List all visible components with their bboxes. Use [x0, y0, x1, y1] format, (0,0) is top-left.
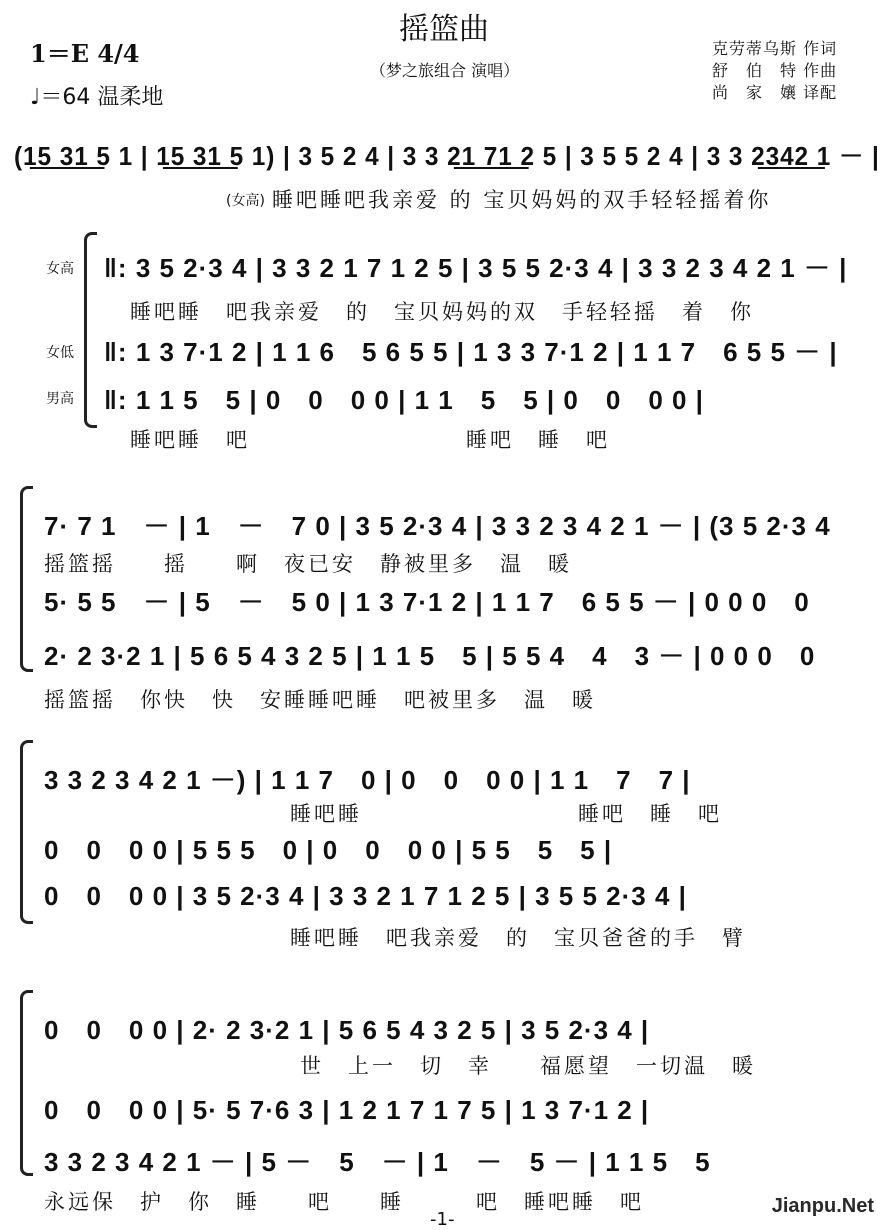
- part-label-alto: 女低: [46, 345, 74, 361]
- tenor-notation: ‖: 1 1 5 5 | 0 0 0 0 | 1 1 5 5 | 0 0 0 0 |: [104, 385, 704, 415]
- alto-notation: 0 0 0 0 | 5 5 5 0 | 0 0 0 0 | 5 5 5 5 |: [44, 835, 613, 865]
- alto-notation: 5· 5 5 － | 5 － 5 0 | 1 3 7·1 2 | 1 1 7 6 5 5 － | 0 0 0 0: [44, 587, 810, 617]
- song-title: 摇篮曲: [399, 12, 489, 47]
- soprano-notation: ‖: 3 5 2·3 4 | 3 3 2 1 7 1 2 5 | 3 5 5 2·3 4 | 3 3 2 3 4 2 1 － |: [104, 253, 848, 283]
- tenor-notation: 0 0 0 0 | 3 5 2·3 4 | 3 3 2 1 7 1 2 5 | 3 5 5 2·3 4 |: [44, 881, 687, 911]
- intro-lyric: 睡吧睡吧我亲爱 的 宝贝妈妈的双手轻轻摇着你: [272, 188, 772, 212]
- performer-subtitle: （梦之旅组合 演唱）: [370, 61, 520, 80]
- alto-notation: 0 0 0 0 | 5· 5 7·6 3 | 1 2 1 7 1 7 5 | 1 3 7·1 2 |: [44, 1095, 650, 1125]
- key-signature: 1＝E 4/4: [30, 39, 140, 68]
- soprano-notation: 0 0 0 0 | 2· 2 3·2 1 | 5 6 5 4 3 2 5 | 3 5 2·3 4 |: [44, 1015, 650, 1045]
- tenor-notation: 2· 2 3·2 1 | 5 6 5 4 3 2 5 | 1 1 5 5 | 5 5 4 4 3 － | 0 0 0 0: [44, 641, 816, 671]
- page-number: -1-: [430, 1209, 455, 1230]
- tenor-lyric: 摇篮摇 你快 快 安睡睡吧睡 吧被里多 温 暖: [44, 688, 596, 712]
- tenor-lyric: 睡吧睡 吧 睡吧 睡 吧: [130, 428, 610, 452]
- tenor-lyric: 睡吧睡 吧我亲爱 的 宝贝爸爸的手 臂: [290, 926, 746, 950]
- alto-notation: ‖: 1 3 7·1 2 | 1 1 6 5 6 5 5 | 1 3 3 7·1 2 | 1 1 7 6 5 5 － |: [104, 337, 838, 367]
- tenor-notation: 3 3 2 3 4 2 1 － | 5 － 5 － | 1 － 5 － | 1 1 5 5: [44, 1147, 711, 1177]
- soprano-lyric: 睡吧睡 吧我亲爱 的 宝贝妈妈的双 手轻轻摇 着 你: [130, 300, 754, 324]
- tenor-lyric: 永远保 护 你 睡 吧 睡 吧 睡吧睡 吧: [44, 1190, 644, 1214]
- lyricist-credit: 克劳蒂乌斯 作词: [712, 39, 838, 58]
- system-brace: [84, 232, 97, 428]
- part-label-tenor: 男高: [46, 391, 74, 407]
- translator-credit: 尚 家 孃 译配: [712, 83, 838, 102]
- soprano-lyric: 摇篮摇 摇 啊 夜已安 静被里多 温 暖: [44, 552, 572, 576]
- soprano-lyric: 世 上一 切 幸 福愿望 一切温 暖: [300, 1054, 756, 1078]
- composer-credit: 舒 伯 特 作曲: [712, 61, 838, 80]
- system-brace: [20, 990, 33, 1176]
- part-label-soprano: 女高: [46, 261, 74, 277]
- system-brace: [20, 740, 33, 924]
- soprano-lyric: 睡吧睡 睡吧 睡 吧: [290, 802, 722, 826]
- intro-lyric-label: (女高): [226, 193, 265, 209]
- soprano-notation: 7· 7 1 － | 1 － 7 0 | 3 5 2·3 4 | 3 3 2 3 4 2 1 － | (3 5 2·3 4: [44, 511, 831, 541]
- soprano-notation: 3 3 2 3 4 2 1 －) | 1 1 7 0 | 0 0 0 0 | 1 1 7 7 |: [44, 765, 691, 795]
- site-watermark: Jianpu.Net: [771, 1195, 874, 1217]
- tempo-marking: ♩＝64 温柔地: [30, 85, 164, 110]
- intro-notation: (1͟5͟ 3͟1͟ 5 1 | 1͟5͟ 3͟1͟ 5 1) | 3 5 2 4 | 3 3 2͟1͟ 7͟1͟ 2 5 | 3 5 5 2 4 | 3 3 2͟3͟4͟2͟ 1 － |: [14, 141, 880, 171]
- system-brace: [20, 486, 33, 672]
